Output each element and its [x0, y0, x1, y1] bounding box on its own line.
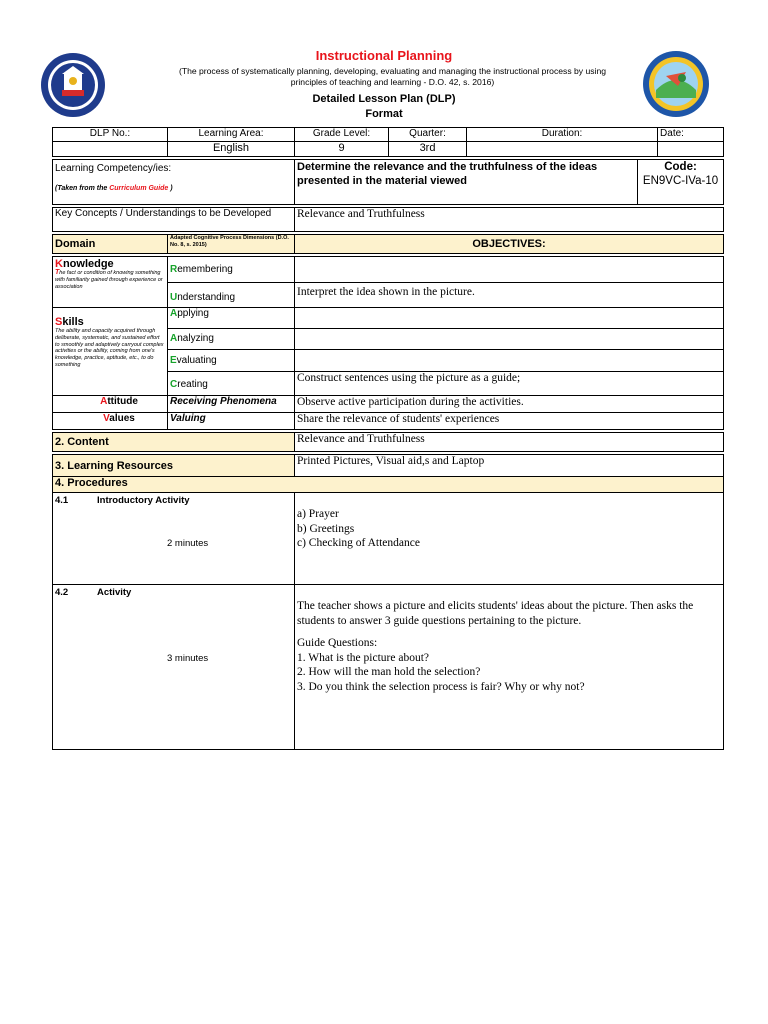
understanding-objective: Interpret the idea shown in the picture. [295, 283, 724, 308]
domain-header: Domain [53, 235, 168, 254]
quarter-label: Quarter: [389, 128, 467, 142]
duration-value [467, 142, 658, 157]
subtitle-line-2: principles of teaching and learning - D.O. 42, s. 2016) [290, 77, 495, 87]
subtitle-line-1: (The process of systematically planning, developing, evaluating and managing the instructional process by using [178, 66, 607, 76]
guide-question-1: 1. What is the picture about? [297, 651, 429, 664]
page-subtitle [150, 66, 635, 88]
attitude-process: Receiving Phenomena [168, 396, 295, 413]
competency-note-suffix: ) [168, 185, 173, 192]
evaluating-label: Evaluating [168, 350, 295, 372]
evaluating-objective [295, 350, 724, 372]
objectives-header: OBJECTIVES: [295, 235, 724, 254]
content-text: Relevance and Truthfulness [295, 433, 724, 452]
activity-paragraph: The teacher shows a picture and elicits students' ideas about the picture. Then asks the students to answer 3 guide questions pertaining to the picture. [297, 600, 694, 627]
analyzing-objective [295, 329, 724, 350]
dlp-title: Detailed Lesson Plan (DLP) [312, 93, 456, 105]
activity-title: 4.2 Activity [55, 587, 132, 598]
understanding-label: Understanding [168, 283, 295, 308]
resources-label: 3. Learning Resources [53, 455, 295, 477]
grade-level-value: 9 [295, 142, 389, 157]
key-concepts-text: Relevance and Truthfulness [295, 208, 724, 232]
attitude-label: Attitude [53, 396, 168, 413]
code-label: Code: [664, 161, 697, 173]
remembering-label: Remembering [168, 257, 295, 283]
curriculum-guide-text: Curriculum Guide [109, 185, 169, 192]
resources-text: Printed Pictures, Visual aid,s and Laptop [295, 455, 724, 477]
dlp-format: Format [365, 108, 403, 120]
code-cell [638, 160, 724, 205]
competency-text: Determine the relevance and the truthfulness of the ideas presented in the material viewed [295, 160, 638, 205]
knowledge-description: The fact or condition of knowing something with familiarity gained through experience or association [55, 269, 163, 290]
skills-domain-cell [53, 308, 168, 396]
analyzing-label: Analyzing [168, 329, 295, 350]
key-concepts-label: Key Concepts / Understandings to be Developed [53, 208, 295, 232]
intro-activity-time: 2 minutes [167, 538, 209, 549]
procedures-header: 4. Procedures [53, 477, 724, 493]
cognitive-dimensions-header: Adapted Cognitive Process Dimensions (D.O. No. 8, s. 2015) [168, 235, 295, 254]
creating-objective: Construct sentences using the picture as a guide; [295, 372, 724, 396]
knowledge-domain-cell [53, 257, 168, 308]
remembering-objective [295, 257, 724, 283]
attitude-objective: Observe active participation during the activities. [295, 396, 724, 413]
guide-questions-label: Guide Questions: [297, 637, 378, 649]
intro-line-greetings: b) Greetings [297, 522, 355, 535]
learning-area-value: English [168, 142, 295, 157]
creating-label: Creating [168, 372, 295, 396]
competency-label-cell [53, 160, 295, 205]
intro-activity-title: 4.1 Introductory Activity [55, 495, 190, 506]
content-label: 2. Content [53, 433, 295, 452]
activity-time: 3 minutes [167, 653, 209, 664]
intro-activity-cell [53, 493, 295, 585]
skills-description: The ability and capacity acquired through deliberate, systematic, and sustained effort to smoothly and adaptively carryout complex activities or the ability, coming from one's knowledge, practice, aptitude, etc., to do something [55, 328, 164, 368]
code-value: EN9VC-IVa-10 [642, 175, 719, 187]
duration-label: Duration: [467, 128, 658, 142]
activity-cell [53, 585, 295, 750]
values-process: Valuing [168, 413, 295, 430]
activity-content [295, 585, 724, 750]
dlp-no-value [53, 142, 168, 157]
intro-line-prayer: a) Prayer [297, 508, 339, 520]
applying-objective [295, 308, 724, 329]
knowledge-title: Knowledge [55, 258, 114, 270]
grade-level-label: Grade Level: [295, 128, 389, 142]
values-objective: Share the relevance of students' experiences [295, 413, 724, 430]
lesson-plan-table [52, 127, 724, 750]
learning-area-label: Learning Area: [168, 128, 295, 142]
intro-line-attendance: c) Checking of Attendance [297, 537, 420, 549]
page-title: Instructional Planning [315, 48, 453, 63]
dlp-no-label: DLP No.: [53, 128, 168, 142]
competency-label: Learning Competency/ies: [55, 163, 172, 174]
competency-note [55, 183, 292, 195]
date-label: Date: [658, 128, 724, 142]
applying-label: Applying [168, 308, 295, 329]
skills-title: Skills [55, 316, 84, 328]
competency-note-prefix: (Taken from the [55, 185, 110, 192]
values-label: Values [53, 413, 168, 430]
guide-question-3: 3. Do you think the selection process is fair? Why or why not? [297, 680, 585, 693]
date-value [658, 142, 724, 157]
intro-activity-content [295, 493, 724, 585]
guide-question-2: 2. How will the man hold the selection? [297, 666, 481, 678]
quarter-value: 3rd [389, 142, 467, 157]
